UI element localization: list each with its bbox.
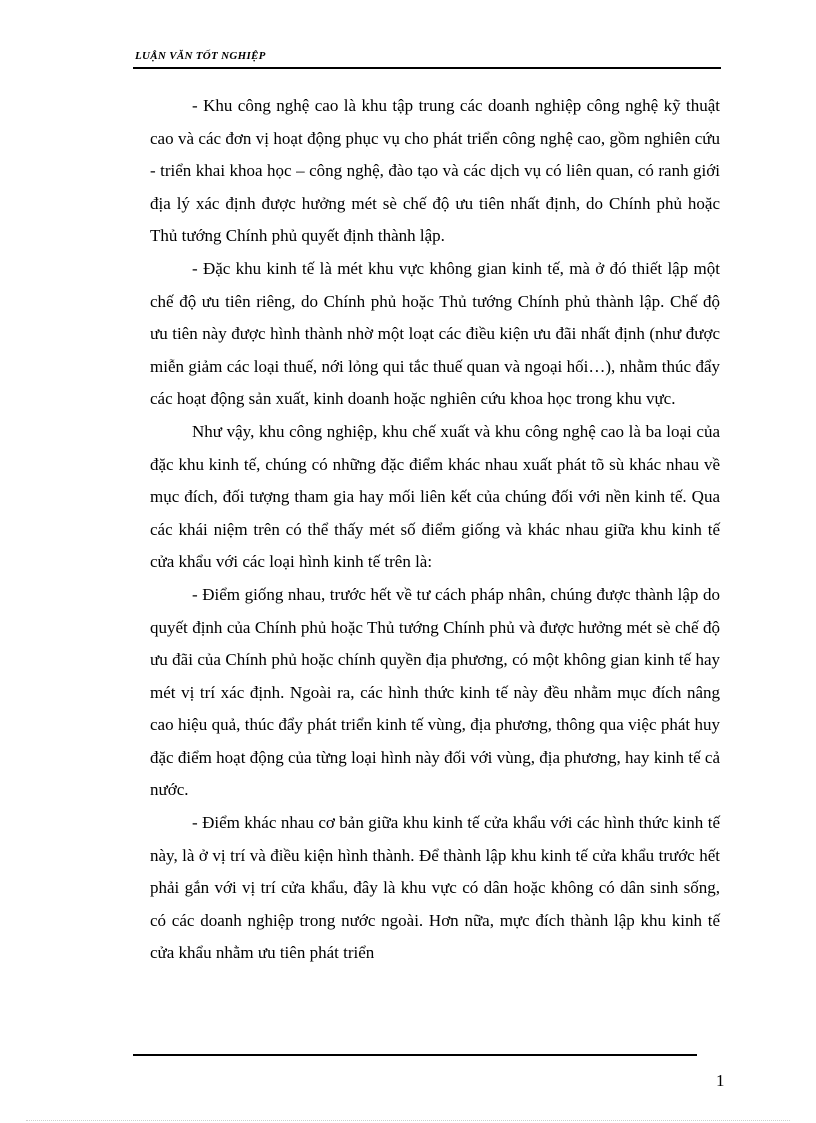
header-title: LUẬN VĂN TỐT NGHIỆP (135, 50, 266, 62)
paragraph-differences: - Điểm khác nhau cơ bản giữa khu kinh tế cửa khẩu với các hình thức kinh tế này, là ở vị trí và điều kiện hình thành. Để thành lập khu kinh tế cửa khẩu trước hết phải gắn với vị trí cửa khẩu, đây là khu vực có dân hoặc không có dân sinh sống, có các doanh nghiệp trong nước ngoài. Hơn nữa, mực đích thành lập khu kinh tế cửa khẩu nhằm ưu tiên phát triển (150, 813, 720, 963)
running-header (133, 50, 721, 69)
paragraph-high-tech-zone: - Khu công nghệ cao là khu tập trung các doanh nghiệp công nghệ kỹ thuật cao và các đơn vị hoạt động phục vụ cho phát triển công nghệ cao, gồm nghiên cứu - triển khai khoa học – công nghệ, đào tạo và các dịch vụ có liên quan, có ranh giới địa lý xác định được hưởng mét sè chế độ ưu tiên nhất định, do Chính phủ hoặc Thủ tướng Chính phủ quyết định thành lập. (150, 96, 720, 246)
footer-rule (133, 1054, 697, 1056)
page-bottom-border (26, 1120, 790, 1121)
document-body (150, 90, 720, 970)
paragraph-special-economic-zone: - Đặc khu kinh tế là mét khu vực không gian kinh tế, mà ở đó thiết lập một chế độ ưu tiên riêng, do Chính phủ hoặc Thủ tướng Chính phủ thành lập. Chế độ ưu tiên này được hình thành nhờ một loạt các điều kiện ưu đãi nhất định (như được miễn giảm các loại thuế, nới lỏng qui tắc thuế quan và ngoại hối…), nhằm thúc đẩy các hoạt động sản xuất, kinh doanh hoặc nghiên cứu khoa học trong khu vực. (150, 258, 720, 409)
paragraph-comparison-intro: Như vậy, khu công nghiệp, khu chế xuất và khu công nghệ cao là ba loại của đặc khu kinh tế, chúng có những đặc điểm khác nhau xuất phát tõ sù khác nhau về mục đích, đối tượng tham gia hay mối liên kết của chúng đối với nền kinh tế. Qua các khái niệm trên có thể thấy mét số điểm giống và khác nhau giữa khu kinh tế cửa khẩu với các loại hình kinh tế trên là: (150, 421, 720, 572)
page-number: 1 (716, 1071, 725, 1090)
paragraph-similarities: - Điểm giống nhau, trước hết về tư cách pháp nhân, chúng được thành lập do quyết định của Chính phủ hoặc Thủ tướng Chính phủ và được hưởng mét sè chế độ ưu đãi của Chính phủ hoặc chính quyền địa phương, có một không gian kinh tế hay mét vị trí xác định. Ngoài ra, các hình thức kinh tế này đều nhằm mục đích nâng cao hiệu quả, thúc đẩy phát triển kinh tế vùng, địa phương, thông qua việc phát huy đặc điểm hoạt động của từng loại hình này đối với vùng, địa phương, hay kinh tế cả nước. (150, 584, 720, 800)
